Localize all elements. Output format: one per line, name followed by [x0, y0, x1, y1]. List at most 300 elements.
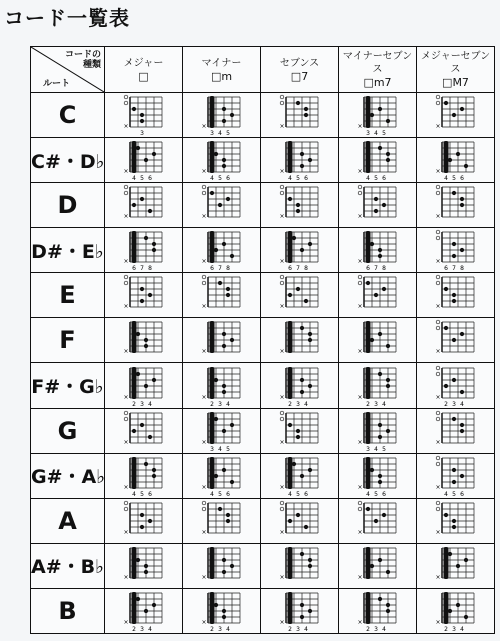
- muted-string-mark: ×: [200, 123, 207, 131]
- fret-number: 6: [459, 490, 464, 498]
- finger-dot: [303, 107, 307, 111]
- muted-string-mark: ×: [278, 258, 285, 266]
- finger-dot: [221, 615, 225, 619]
- chord-diagram: [122, 589, 166, 633]
- open-string-mark: [280, 411, 284, 415]
- finger-dot: [143, 236, 147, 240]
- chord-cell: [261, 543, 339, 588]
- chord-cell: [417, 318, 495, 363]
- finger-dot: [151, 474, 155, 478]
- open-string-mark: [202, 282, 206, 286]
- finger-dot: [221, 609, 225, 613]
- fret-number: 4: [381, 400, 386, 408]
- fret-number: 4: [459, 400, 464, 408]
- chord-cell: [105, 588, 183, 633]
- barre-mark: [365, 141, 370, 173]
- chord-cell: [339, 408, 417, 453]
- finger-dot: [135, 146, 139, 150]
- fret-number: 4: [287, 490, 292, 498]
- fret-number: 6: [365, 265, 370, 273]
- finger-dot: [451, 519, 455, 523]
- fret-number: 4: [365, 490, 370, 498]
- chord-cell: [339, 93, 417, 138]
- open-string-mark: [436, 276, 440, 280]
- column-symbol: □m7: [363, 76, 392, 89]
- muted-string-mark: ×: [356, 573, 363, 581]
- open-string-mark: [124, 185, 128, 189]
- finger-dot: [381, 287, 385, 291]
- fret-number: 8: [225, 265, 230, 273]
- chord-cell: [105, 363, 183, 408]
- chord-row: [31, 453, 495, 498]
- finger-dot: [307, 338, 311, 342]
- chord-cell: [261, 138, 339, 183]
- root-note: F#・G♭: [31, 363, 105, 408]
- chord-cell: [261, 363, 339, 408]
- chord-diagram: [122, 138, 166, 182]
- finger-dot: [369, 242, 373, 246]
- column-symbol: □: [138, 69, 149, 83]
- fret-number: 8: [147, 265, 152, 273]
- finger-dot: [299, 552, 303, 556]
- barre-mark: [443, 141, 448, 173]
- finger-dot: [303, 113, 307, 117]
- finger-dot: [377, 474, 381, 478]
- chord-cell: [417, 93, 495, 138]
- finger-dot: [459, 107, 463, 111]
- chord-diagram: [278, 544, 322, 588]
- chord-cell: [261, 273, 339, 318]
- barre-mark: [287, 321, 292, 353]
- chord-cell: [183, 93, 261, 138]
- fret-number: 3: [295, 625, 300, 633]
- chord-diagram: [278, 364, 322, 408]
- chord-row: [31, 408, 495, 453]
- open-string-mark: [436, 417, 440, 421]
- muted-string-mark: ×: [356, 393, 363, 401]
- muted-string-mark: ×: [434, 303, 441, 311]
- finger-dot: [373, 519, 377, 523]
- open-string-mark: [280, 101, 284, 105]
- finger-dot: [385, 428, 389, 432]
- chord-diagram: [200, 364, 244, 408]
- finger-dot: [295, 428, 299, 432]
- root-note: B: [31, 588, 105, 633]
- fret-number: 4: [303, 625, 308, 633]
- open-string-mark: [358, 276, 362, 280]
- chord-cell: [105, 498, 183, 543]
- barre-mark: [365, 321, 370, 353]
- finger-dot: [377, 146, 381, 150]
- chord-cell: [183, 228, 261, 273]
- fret-number: 2: [131, 625, 136, 633]
- chord-type-label-line1: コードの: [64, 50, 101, 60]
- finger-dot: [151, 468, 155, 472]
- finger-dot: [225, 197, 229, 201]
- fret-number: 4: [303, 400, 308, 408]
- chord-cell: [183, 363, 261, 408]
- open-string-mark: [358, 507, 362, 511]
- open-string-mark: [436, 462, 440, 466]
- finger-dot: [213, 248, 217, 252]
- muted-string-mark: ×: [200, 393, 207, 401]
- finger-dot: [151, 377, 155, 381]
- muted-string-mark: ×: [122, 303, 129, 311]
- finger-dot: [291, 236, 295, 240]
- muted-string-mark: ×: [356, 213, 363, 221]
- open-string-mark: [436, 101, 440, 105]
- finger-dot: [139, 119, 143, 123]
- chord-cell: [183, 453, 261, 498]
- finger-dot: [299, 326, 303, 330]
- finger-dot: [221, 119, 225, 123]
- chord-cell: [339, 498, 417, 543]
- finger-dot: [459, 248, 463, 252]
- fret-number: 3: [451, 625, 456, 633]
- finger-dot: [385, 383, 389, 387]
- finger-dot: [451, 416, 455, 420]
- chord-diagram: [122, 228, 166, 272]
- chord-diagram: [434, 589, 478, 633]
- barre-mark: [365, 592, 370, 624]
- finger-dot: [307, 468, 311, 472]
- chord-cell: [183, 183, 261, 228]
- finger-dot: [299, 152, 303, 156]
- muted-string-mark: ×: [434, 123, 441, 131]
- open-string-mark: [436, 236, 440, 240]
- open-string-mark: [358, 282, 362, 286]
- barre-mark: [131, 547, 136, 579]
- column-name: メジャーセブンス: [420, 51, 491, 75]
- finger-dot: [459, 203, 463, 207]
- open-string-mark: [202, 501, 206, 505]
- chord-diagram: [434, 499, 478, 543]
- finger-dot: [135, 371, 139, 375]
- finger-dot: [221, 332, 225, 336]
- finger-dot: [147, 209, 151, 213]
- muted-string-mark: ×: [356, 303, 363, 311]
- open-string-mark: [436, 95, 440, 99]
- chord-cell: [339, 183, 417, 228]
- open-string-mark: [124, 282, 128, 286]
- fret-number: 2: [209, 625, 214, 633]
- finger-dot: [307, 558, 311, 562]
- open-string-mark: [436, 411, 440, 415]
- muted-string-mark: ×: [200, 258, 207, 266]
- fret-number: 5: [381, 445, 386, 453]
- fret-number: 6: [131, 265, 136, 273]
- fret-number: 4: [209, 490, 214, 498]
- open-string-mark: [436, 185, 440, 189]
- muted-string-mark: ×: [200, 168, 207, 176]
- finger-dot: [451, 293, 455, 297]
- finger-dot: [213, 603, 217, 607]
- fret-number: 8: [381, 265, 386, 273]
- fret-number: 4: [147, 625, 152, 633]
- finger-dot: [213, 416, 217, 420]
- finger-dot: [209, 191, 213, 195]
- muted-string-mark: ×: [278, 438, 285, 446]
- finger-dot: [369, 113, 373, 117]
- chord-diagram: [356, 454, 400, 498]
- open-string-mark: [124, 411, 128, 415]
- finger-dot: [225, 287, 229, 291]
- finger-dot: [385, 158, 389, 162]
- column-header: [339, 47, 417, 93]
- fret-number: 3: [295, 400, 300, 408]
- chord-diagram: [200, 228, 244, 272]
- finger-dot: [143, 158, 147, 162]
- finger-dot: [451, 254, 455, 258]
- finger-dot: [139, 422, 143, 426]
- muted-string-mark: ×: [122, 528, 129, 536]
- fret-number: 5: [451, 490, 456, 498]
- chord-cell: [105, 138, 183, 183]
- muted-string-mark: ×: [122, 483, 129, 491]
- fret-number: 3: [209, 130, 214, 138]
- root-label: ルート: [43, 79, 71, 89]
- muted-string-mark: ×: [122, 573, 129, 581]
- barre-mark: [443, 592, 448, 624]
- finger-dot: [287, 422, 291, 426]
- fret-number: 4: [217, 445, 222, 453]
- barre-mark: [131, 367, 136, 399]
- fret-number: 7: [451, 265, 456, 273]
- finger-dot: [463, 164, 467, 168]
- finger-dot: [451, 113, 455, 117]
- finger-dot: [385, 603, 389, 607]
- chord-cell: [417, 543, 495, 588]
- barre-mark: [209, 457, 214, 489]
- chord-cell: [339, 318, 417, 363]
- chord-diagram: [434, 183, 478, 227]
- column-name: セブンス: [279, 57, 320, 69]
- finger-dot: [377, 371, 381, 375]
- fret-number: 6: [303, 490, 308, 498]
- fret-number: 3: [217, 400, 222, 408]
- finger-dot: [459, 428, 463, 432]
- muted-string-mark: ×: [278, 483, 285, 491]
- muted-string-mark: ×: [200, 618, 207, 626]
- chord-diagram: [122, 454, 166, 498]
- open-string-mark: [280, 95, 284, 99]
- open-string-mark: [124, 507, 128, 511]
- finger-dot: [307, 332, 311, 336]
- fret-number: 5: [295, 175, 300, 183]
- fret-number: 2: [443, 625, 448, 633]
- chord-cell: [339, 588, 417, 633]
- finger-dot: [365, 507, 369, 511]
- root-note: C: [31, 93, 105, 138]
- open-string-mark: [358, 185, 362, 189]
- finger-dot: [377, 480, 381, 484]
- finger-dot: [447, 609, 451, 613]
- muted-string-mark: ×: [278, 573, 285, 581]
- finger-dot: [385, 570, 389, 574]
- chord-cell: [105, 408, 183, 453]
- muted-string-mark: ×: [122, 393, 129, 401]
- chord-cell: [105, 183, 183, 228]
- finger-dot: [221, 468, 225, 472]
- finger-dot: [217, 507, 221, 511]
- chord-diagram: [122, 364, 166, 408]
- finger-dot: [217, 203, 221, 207]
- finger-dot: [377, 597, 381, 601]
- chord-diagram: [278, 183, 322, 227]
- finger-dot: [451, 338, 455, 342]
- muted-string-mark: ×: [356, 528, 363, 536]
- chord-diagram: [434, 138, 478, 182]
- root-note: A#・B♭: [31, 543, 105, 588]
- fret-number: 4: [365, 175, 370, 183]
- finger-dot: [221, 383, 225, 387]
- fret-number: 6: [381, 490, 386, 498]
- finger-dot: [143, 462, 147, 466]
- barre-mark: [131, 321, 136, 353]
- chord-type-label-line2: 種類: [82, 60, 101, 70]
- chord-cell: [261, 498, 339, 543]
- barre-mark: [131, 457, 136, 489]
- chord-diagram: [278, 93, 322, 137]
- finger-dot: [151, 242, 155, 246]
- chord-diagram: [434, 273, 478, 317]
- finger-dot: [385, 344, 389, 348]
- finger-dot: [287, 197, 291, 201]
- fret-number: 3: [365, 445, 370, 453]
- chord-diagram: [122, 409, 166, 453]
- chord-cell: [417, 138, 495, 183]
- open-string-mark: [280, 185, 284, 189]
- finger-dot: [143, 570, 147, 574]
- muted-string-mark: ×: [200, 348, 207, 356]
- finger-dot: [455, 564, 459, 568]
- finger-dot: [295, 434, 299, 438]
- finger-dot: [377, 332, 381, 336]
- fret-number: 5: [295, 490, 300, 498]
- chord-cell: [339, 363, 417, 408]
- chord-cell: [261, 183, 339, 228]
- open-string-mark: [436, 501, 440, 505]
- chord-cell: [183, 543, 261, 588]
- fret-number: 7: [139, 265, 144, 273]
- barre-mark: [209, 412, 214, 444]
- open-string-mark: [436, 191, 440, 195]
- finger-dot: [459, 422, 463, 426]
- barre-mark: [131, 231, 136, 263]
- finger-dot: [213, 474, 217, 478]
- chord-row: [31, 318, 495, 363]
- fret-number: 6: [225, 175, 230, 183]
- chord-row: [31, 498, 495, 543]
- open-string-mark: [280, 276, 284, 280]
- muted-string-mark: ×: [356, 618, 363, 626]
- finger-dot: [443, 287, 447, 291]
- barre-mark: [131, 592, 136, 624]
- finger-dot: [229, 254, 233, 258]
- fret-number: 6: [443, 265, 448, 273]
- fret-number: 5: [373, 490, 378, 498]
- root-note: D: [31, 183, 105, 228]
- chord-cell: [417, 498, 495, 543]
- chord-diagram: [200, 544, 244, 588]
- finger-dot: [381, 203, 385, 207]
- chord-cell: [417, 588, 495, 633]
- finger-dot: [287, 519, 291, 523]
- muted-string-mark: ×: [356, 168, 363, 176]
- open-string-mark: [436, 321, 440, 325]
- fret-number: 5: [373, 175, 378, 183]
- chord-cell: [183, 138, 261, 183]
- finger-dot: [225, 519, 229, 523]
- chord-diagram: [434, 544, 478, 588]
- chord-table-body: [31, 93, 495, 634]
- finger-dot: [443, 101, 447, 105]
- finger-dot: [385, 152, 389, 156]
- column-header: [417, 47, 495, 93]
- finger-dot: [369, 564, 373, 568]
- chord-cell: [417, 273, 495, 318]
- finger-dot: [463, 558, 467, 562]
- column-header: [261, 47, 339, 93]
- chord-diagram: [122, 93, 166, 137]
- chord-diagram: [434, 364, 478, 408]
- fret-number: 6: [459, 175, 464, 183]
- finger-dot: [229, 422, 233, 426]
- open-string-mark: [124, 417, 128, 421]
- chord-cell: [183, 408, 261, 453]
- chord-diagram: [122, 318, 166, 362]
- chord-diagram: [356, 93, 400, 137]
- fret-number: 4: [209, 175, 214, 183]
- chord-diagram: [122, 183, 166, 227]
- open-string-mark: [436, 507, 440, 511]
- finger-dot: [307, 609, 311, 613]
- fret-number: 6: [287, 265, 292, 273]
- open-string-mark: [436, 372, 440, 376]
- finger-dot: [369, 338, 373, 342]
- fret-number: 5: [225, 130, 230, 138]
- finger-dot: [139, 287, 143, 291]
- open-string-mark: [280, 191, 284, 195]
- finger-dot: [131, 107, 135, 111]
- root-note: G: [31, 408, 105, 453]
- finger-dot: [221, 389, 225, 393]
- barre-mark: [287, 547, 292, 579]
- chord-diagram: [278, 273, 322, 317]
- fret-number: 7: [373, 265, 378, 273]
- chord-cell: [417, 183, 495, 228]
- finger-dot: [139, 197, 143, 201]
- chord-type-label: [65, 50, 101, 70]
- root-note: G#・A♭: [31, 453, 105, 498]
- finger-dot: [143, 564, 147, 568]
- chord-diagram: [278, 228, 322, 272]
- fret-number: 3: [139, 130, 144, 138]
- chord-diagram: [356, 499, 400, 543]
- fret-number: 6: [147, 490, 152, 498]
- barre-mark: [209, 592, 214, 624]
- chord-diagram: [356, 544, 400, 588]
- chord-cell: [183, 588, 261, 633]
- chord-diagram: [122, 499, 166, 543]
- muted-string-mark: ×: [356, 258, 363, 266]
- fret-number: 3: [139, 625, 144, 633]
- open-string-mark: [280, 417, 284, 421]
- barre-mark: [365, 547, 370, 579]
- finger-dot: [131, 428, 135, 432]
- finger-dot: [287, 293, 291, 297]
- chord-row: [31, 543, 495, 588]
